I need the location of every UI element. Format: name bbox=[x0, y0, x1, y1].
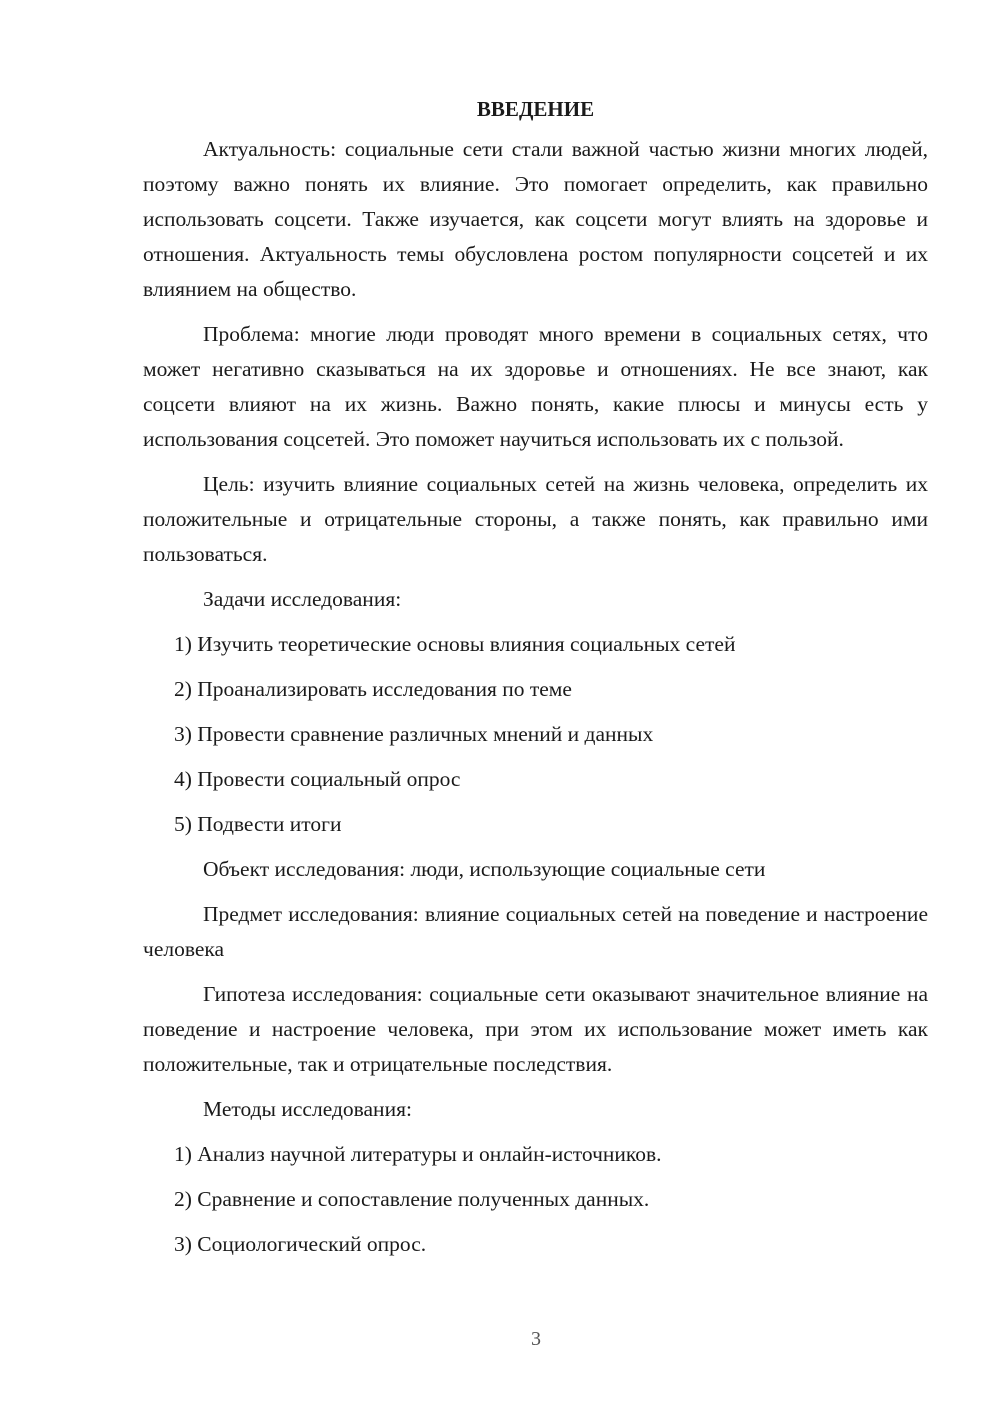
problem-paragraph: Проблема: многие люди проводят много времени в социальных сетях, что может негативно сказываться на их здоровье и отношениях. Не все знают, как соцсети влияют на их жизнь. Важно понять, какие плюсы и минусы есть у использования соцсетей. Это поможет научиться использовать их с пользой. bbox=[143, 322, 928, 451]
document-page bbox=[143, 92, 928, 1272]
page-title: ВВЕДЕНИЕ bbox=[476, 97, 595, 121]
tasks-heading: Задачи исследования: bbox=[203, 587, 402, 611]
relevance-paragraph: Актуальность: социальные сети стали важной частью жизни многих людей, поэтому важно понять их влияние. Это помогает определить, как правильно использовать соцсети. Также изучается, как соцсети могут влиять на здоровье и отношения. Актуальность темы обусловлена ростом популярности соцсетей и их влиянием на общество. bbox=[143, 137, 928, 301]
goal-paragraph: Цель: изучить влияние социальных сетей на жизнь человека, определить их положительные и отрицательные стороны, а также понять, как правильно ими пользоваться. bbox=[143, 472, 928, 566]
list-item: 1) Изучить теоретические основы влияния социальных сетей bbox=[174, 632, 736, 656]
list-item: 3) Социологический опрос. bbox=[174, 1232, 427, 1256]
page-number: 3 bbox=[531, 1328, 541, 1350]
list-item: 1) Анализ научной литературы и онлайн-источников. bbox=[174, 1142, 662, 1166]
object-paragraph: Объект исследования: люди, использующие социальные сети bbox=[203, 857, 766, 881]
list-item: 2) Проанализировать исследования по теме bbox=[174, 677, 572, 701]
list-item: 2) Сравнение и сопоставление полученных данных. bbox=[174, 1187, 650, 1211]
list-item: 4) Провести социальный опрос bbox=[174, 767, 461, 791]
list-item: 5) Подвести итоги bbox=[174, 812, 342, 836]
methods-heading: Методы исследования: bbox=[203, 1097, 412, 1121]
tasks-list bbox=[143, 627, 928, 842]
hypothesis-paragraph: Гипотеза исследования: социальные сети оказывают значительное влияние на поведение и настроение человека, при этом их использование может иметь как положительные, так и отрицательные последствия. bbox=[143, 982, 928, 1076]
list-item: 3) Провести сравнение различных мнений и данных bbox=[174, 722, 654, 746]
methods-list bbox=[143, 1137, 928, 1262]
subject-paragraph: Предмет исследования: влияние социальных сетей на поведение и настроение человека bbox=[143, 902, 928, 961]
